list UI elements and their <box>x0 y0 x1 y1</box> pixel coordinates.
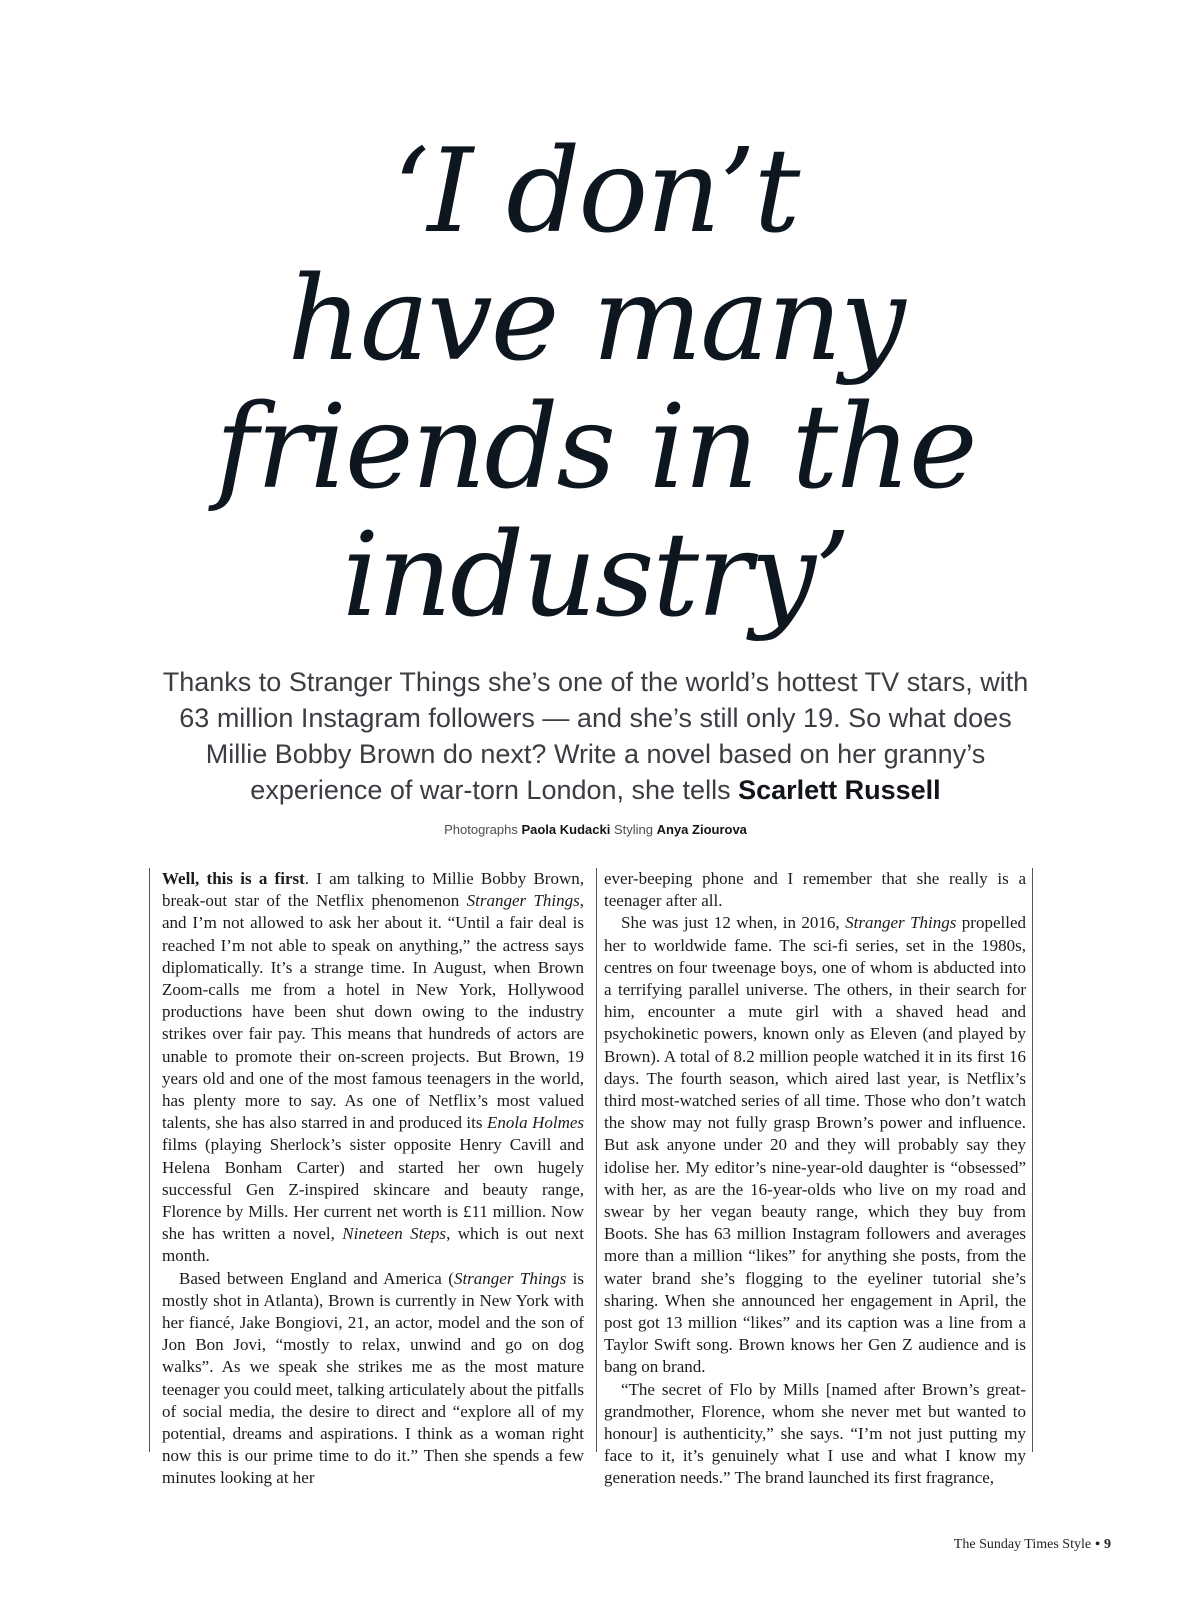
title-italic: Stranger Things <box>466 891 580 911</box>
page-folio <box>954 1537 1111 1553</box>
body-text: . I am talking to Millie Bobby Brown, break-out star of the Netflix phenomenon <box>162 869 584 911</box>
body-paragraph <box>604 912 1026 1378</box>
standfirst-text: Thanks to Stranger Things she’s one of the world’s hottest TV stars, with 63 million Instagram followers — and she’s still only 19. So what does Millie Bobby Brown do next? Write a novel based on her granny’s experience of war-torn London, she tells <box>162 667 1029 805</box>
stylist-name: Anya Ziourova <box>656 822 747 837</box>
page-number: 9 <box>1104 1537 1111 1552</box>
body-text: propelled her to worldwide fame. The sci-fi series, set in the 1980s, centres on four tweenage boys, one of whom is abducted into a terrifying parallel universe. The others, in their search for him, encounter a mute girl with a shaved head and psychokinetic powers, known only as Eleven (and played by Brown). A total of 8.2 million people watched it in its first 16 days. The fourth season, which aired last year, is Netflix’s third most-watched series of all time. Those who don’t watch the show may not fully grasp Brown’s power and influence. But ask anyone under 20 and they will probably say they idolise her. My editor’s nine-year-old daughter is “obsessed” with her, as are the 16-year-olds who live on my road and swear by her vegan beauty range, which they buy from Boots. She has 63 million Instagram followers and averages more than a million “likes” for anything she posts, from the water brand she’s flogging to the eyeliner tutorial she’s sharing. When she announced her engagement in April, the post got 13 million “likes” and its caption was a line from a Taylor Swift song. Brown knows her Gen Z audience and is bang on brand. <box>604 913 1026 1377</box>
folio-separator: • <box>1095 1537 1100 1552</box>
title-italic: Nineteen Steps <box>342 1224 447 1244</box>
styling-label: Styling <box>613 822 653 837</box>
body-text: Based between England and America ( <box>179 1268 454 1288</box>
photographer-name: Paola Kudacki <box>521 822 611 837</box>
standfirst <box>160 664 1031 808</box>
title-italic: Stranger Things <box>453 1268 567 1288</box>
article-column-1 <box>162 868 584 1490</box>
article-column-2 <box>604 868 1026 1490</box>
body-text: is mostly shot in Atlanta), Brown is currently in New York with her fiancé, Jake Bongiovi, 21, an actor, model and the son of Jon Bon Jovi, “mostly to relax, unwind and go on dog walks”. As we speak she strikes me as the most mature teenager you could meet, talking articulately about the pitfalls of social media, the desire to direct and “explore all of my potential, dreams and aspirations. I think as a woman right now this is our prime time to do it.” Then she spends a few minutes looking at her <box>162 1268 585 1488</box>
body-paragraph: ever-beeping phone and I remember that she really is a teenager after all. <box>604 869 1026 911</box>
author-name: Scarlett Russell <box>738 775 941 805</box>
title-italic: Stranger Things <box>845 913 957 933</box>
headline-line-1: ‘I don’t <box>392 124 799 259</box>
photo-credits <box>160 821 1031 839</box>
headline-line-3: friends in the <box>215 380 976 515</box>
body-text: , and I’m not allowed to ask her about it. “Until a fair deal is reached I’m not able to speak on anything,” the actress says diplomatically. It’s a strange time. In August, when Brown Zoom-calls me from a hotel in New York, Hollywood productions have been shut down owing to the industry strikes over fair pay. This means that hundreds of actors are unable to promote their on-screen projects. But Brown, 19 years old and one of the most famous teenagers in the world, has plenty more to say. As one of Netflix’s most valued talents, she has also starred in and produced its <box>162 891 585 1133</box>
body-text: She was just 12 when, in 2016, <box>621 913 846 933</box>
title-italic: Enola Holmes <box>486 1113 585 1133</box>
column-rule-middle <box>596 868 597 1452</box>
photographs-label: Photographs <box>444 822 518 837</box>
headline <box>0 124 1191 643</box>
body-text: , which is out next month. <box>162 1224 584 1266</box>
headline-line-4: industry’ <box>342 508 849 643</box>
column-rule-right <box>1032 868 1033 1452</box>
body-paragraph <box>162 1268 584 1490</box>
body-paragraph: “The secret of Flo by Mills [named after Brown’s great-grandmother, Florence, whom she never met but wanted to honour] is authenticity,” she says. “I’m not just putting my face to it, it’s genuinely what I use and what I know my generation needs.” The brand launched its first fragrance, <box>604 1379 1026 1488</box>
lead-in: Well, this is a first <box>162 869 305 888</box>
column-rule-left <box>149 868 150 1452</box>
headline-line-2: have many <box>287 252 904 387</box>
body-paragraph <box>162 868 584 1268</box>
body-text: films (playing Sherlock’s sister opposite Henry Cavill and Helena Bonham Carter) and started her own hugely successful Gen Z-inspired skincare and beauty range, Florence by Mills. Her current net worth is £11 million. Now she has written a novel, <box>162 1135 584 1244</box>
publication-name: The Sunday Times Style <box>953 1537 1092 1552</box>
